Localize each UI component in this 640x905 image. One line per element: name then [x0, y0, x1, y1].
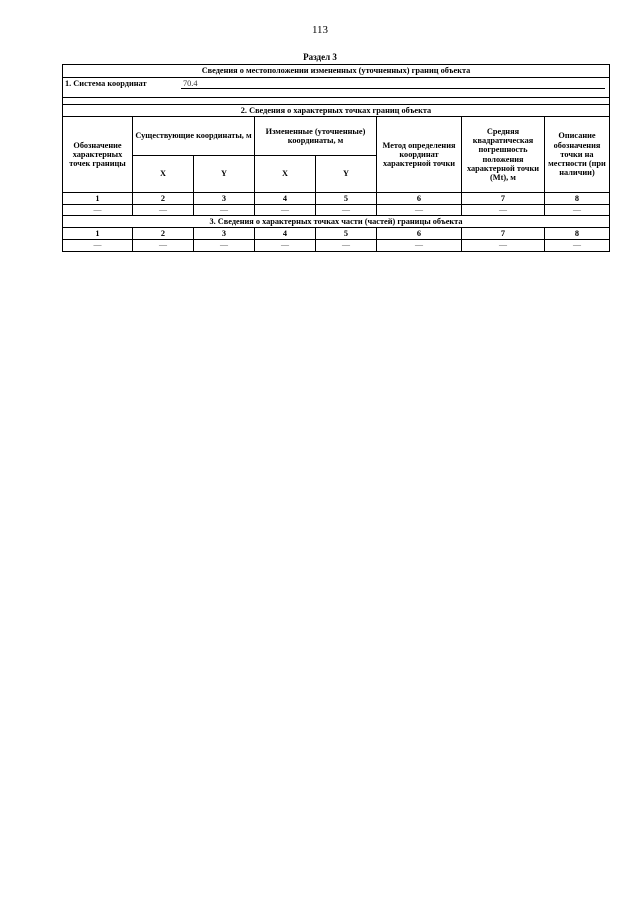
header-designation: Обозначение характерных точек границы — [63, 117, 133, 193]
column-number: 7 — [462, 193, 545, 205]
column-number: 1 — [63, 228, 133, 240]
column-number: 2 — [133, 193, 194, 205]
header-existing-y: Y — [194, 156, 255, 193]
column-number: 1 — [63, 193, 133, 205]
table-cell: — — [255, 240, 316, 252]
table-cell: — — [545, 205, 610, 216]
column-number: 5 — [316, 228, 377, 240]
part2-title: 2. Сведения о характерных точках границ объекта — [63, 105, 610, 117]
table-cell: — — [194, 240, 255, 252]
column-number: 6 — [377, 228, 462, 240]
column-number: 5 — [316, 193, 377, 205]
spacer-row — [63, 98, 610, 105]
header-existing-coords: Существующие координаты, м — [133, 117, 255, 156]
header-changed-y: Y — [316, 156, 377, 193]
table-cell: — — [377, 240, 462, 252]
part2-column-numbers — [63, 193, 610, 205]
header-mean-error: Средняя квадратическая погрешность положения характерной точки (Mt), м — [462, 117, 545, 193]
column-number: 4 — [255, 193, 316, 205]
column-number: 2 — [133, 228, 194, 240]
header-changed-x: X — [255, 156, 316, 193]
table-cell: — — [194, 205, 255, 216]
table-cell: — — [63, 240, 133, 252]
column-number: 3 — [194, 228, 255, 240]
column-number: 8 — [545, 228, 610, 240]
column-number: 3 — [194, 193, 255, 205]
table-cell: — — [377, 205, 462, 216]
table-cell: — — [545, 240, 610, 252]
boundary-table — [62, 64, 610, 252]
coordinate-system-value: 70.4 — [181, 79, 605, 89]
coordinate-system-row — [63, 78, 610, 98]
header-description: Описание обозначения точки на местности (при наличии) — [545, 117, 610, 193]
column-number: 7 — [462, 228, 545, 240]
page-number: 113 — [311, 24, 329, 36]
part3-column-numbers — [63, 228, 610, 240]
table-row — [63, 240, 610, 252]
table-cell: — — [133, 205, 194, 216]
table-row — [63, 205, 610, 216]
column-number: 4 — [255, 228, 316, 240]
column-number: 6 — [377, 193, 462, 205]
header-existing-x: X — [133, 156, 194, 193]
table-cell: — — [255, 205, 316, 216]
header-changed-coords: Измененные (уточненные) координаты, м — [255, 117, 377, 156]
table-title: Сведения о местоположении измененных (уточненных) границ объекта — [63, 65, 610, 78]
table-cell: — — [133, 240, 194, 252]
table-cell: — — [462, 240, 545, 252]
table-cell: — — [316, 205, 377, 216]
section-title: Раздел 3 — [303, 52, 337, 62]
coordinate-system-label: 1. Система координат — [65, 79, 147, 88]
table-cell: — — [316, 240, 377, 252]
column-number: 8 — [545, 193, 610, 205]
table-cell: — — [462, 205, 545, 216]
part3-title: 3. Сведения о характерных точках части (частей) границы объекта — [63, 216, 610, 228]
table-cell: — — [63, 205, 133, 216]
header-method: Метод определения координат характерной точки — [377, 117, 462, 193]
